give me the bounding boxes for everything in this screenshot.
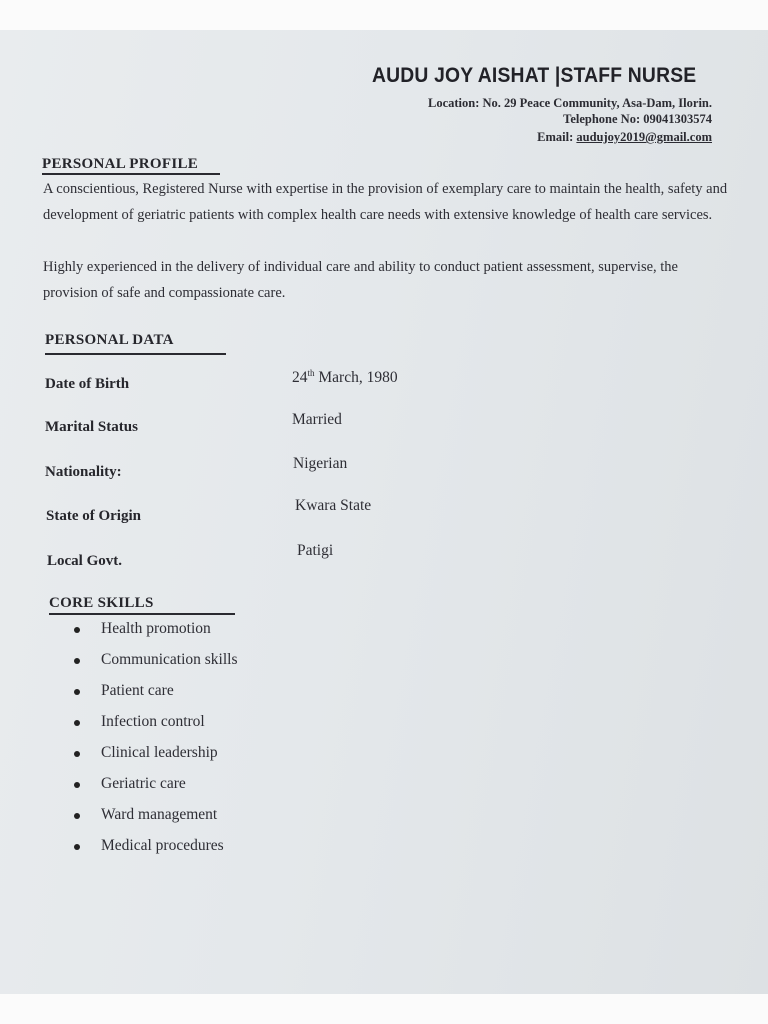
marital-status-value: Married bbox=[292, 411, 342, 428]
skill-label: Health promotion bbox=[101, 620, 211, 637]
state-of-origin-label: State of Origin bbox=[46, 508, 141, 524]
skill-item bbox=[74, 682, 238, 713]
skill-item bbox=[74, 713, 238, 744]
skill-label: Clinical leadership bbox=[101, 744, 218, 761]
local-govt-value: Patigi bbox=[297, 542, 334, 559]
dob-day: 24 bbox=[292, 369, 308, 387]
bullet-icon bbox=[74, 627, 80, 633]
skill-label: Geriatric care bbox=[101, 775, 186, 792]
core-skills-underline bbox=[49, 613, 235, 615]
skill-item bbox=[74, 837, 238, 868]
cv-document bbox=[0, 30, 768, 994]
local-govt-label: Local Govt. bbox=[47, 553, 122, 569]
email-label: Email: bbox=[537, 130, 577, 144]
skill-label: Infection control bbox=[101, 713, 205, 730]
email-line bbox=[537, 130, 712, 145]
nationality-label: Nationality: bbox=[45, 464, 122, 480]
skill-label: Medical procedures bbox=[101, 837, 224, 854]
bullet-icon bbox=[74, 813, 80, 819]
skill-label: Patient care bbox=[101, 682, 174, 699]
dob-ordinal: th bbox=[307, 368, 315, 378]
telephone-line: Telephone No: 09041303574 bbox=[563, 112, 712, 126]
dob-value bbox=[292, 368, 398, 387]
email-address: audujoy2019@gmail.com bbox=[576, 130, 712, 144]
skill-label: Communication skills bbox=[101, 651, 238, 668]
location-line: Location: No. 29 Peace Community, Asa-Dam, Ilorin. bbox=[427, 96, 712, 110]
personal-data-heading: PERSONAL DATA bbox=[45, 332, 174, 348]
core-skills-list bbox=[74, 620, 238, 868]
profile-paragraph-2: Highly experienced in the delivery of individual care and ability to conduct patient assessment, supervise, the provision of safe and compassionate care. bbox=[43, 259, 678, 301]
skill-item bbox=[74, 806, 238, 837]
bullet-icon bbox=[74, 751, 80, 757]
bullet-icon bbox=[74, 782, 80, 788]
state-of-origin-value: Kwara State bbox=[295, 497, 372, 514]
bullet-icon bbox=[74, 658, 80, 664]
skill-item bbox=[74, 744, 238, 775]
dob-label: Date of Birth bbox=[45, 376, 130, 392]
profile-heading-underline bbox=[42, 173, 220, 175]
bullet-icon bbox=[74, 689, 80, 695]
name-title: AUDU JOY AISHAT |STAFF NURSE bbox=[372, 64, 697, 87]
skill-item bbox=[74, 620, 238, 651]
dob-month-year: March, 1980 bbox=[314, 369, 398, 387]
bullet-icon bbox=[74, 720, 80, 726]
personal-data-underline bbox=[45, 353, 226, 355]
skill-item bbox=[74, 775, 238, 806]
skill-item bbox=[74, 651, 238, 682]
skill-label: Ward management bbox=[101, 806, 218, 823]
profile-heading: PERSONAL PROFILE bbox=[42, 156, 199, 172]
core-skills-heading: CORE SKILLS bbox=[49, 595, 154, 611]
profile-paragraph-1: A conscientious, Registered Nurse with expertise in the provision of exemplary care to maintain the health, safety and development of geriatric patients with complex health care needs with extensive knowledge of health care services. bbox=[43, 181, 728, 223]
marital-status-label: Marital Status bbox=[45, 419, 138, 435]
nationality-value: Nigerian bbox=[293, 455, 348, 472]
bullet-icon bbox=[74, 844, 80, 850]
